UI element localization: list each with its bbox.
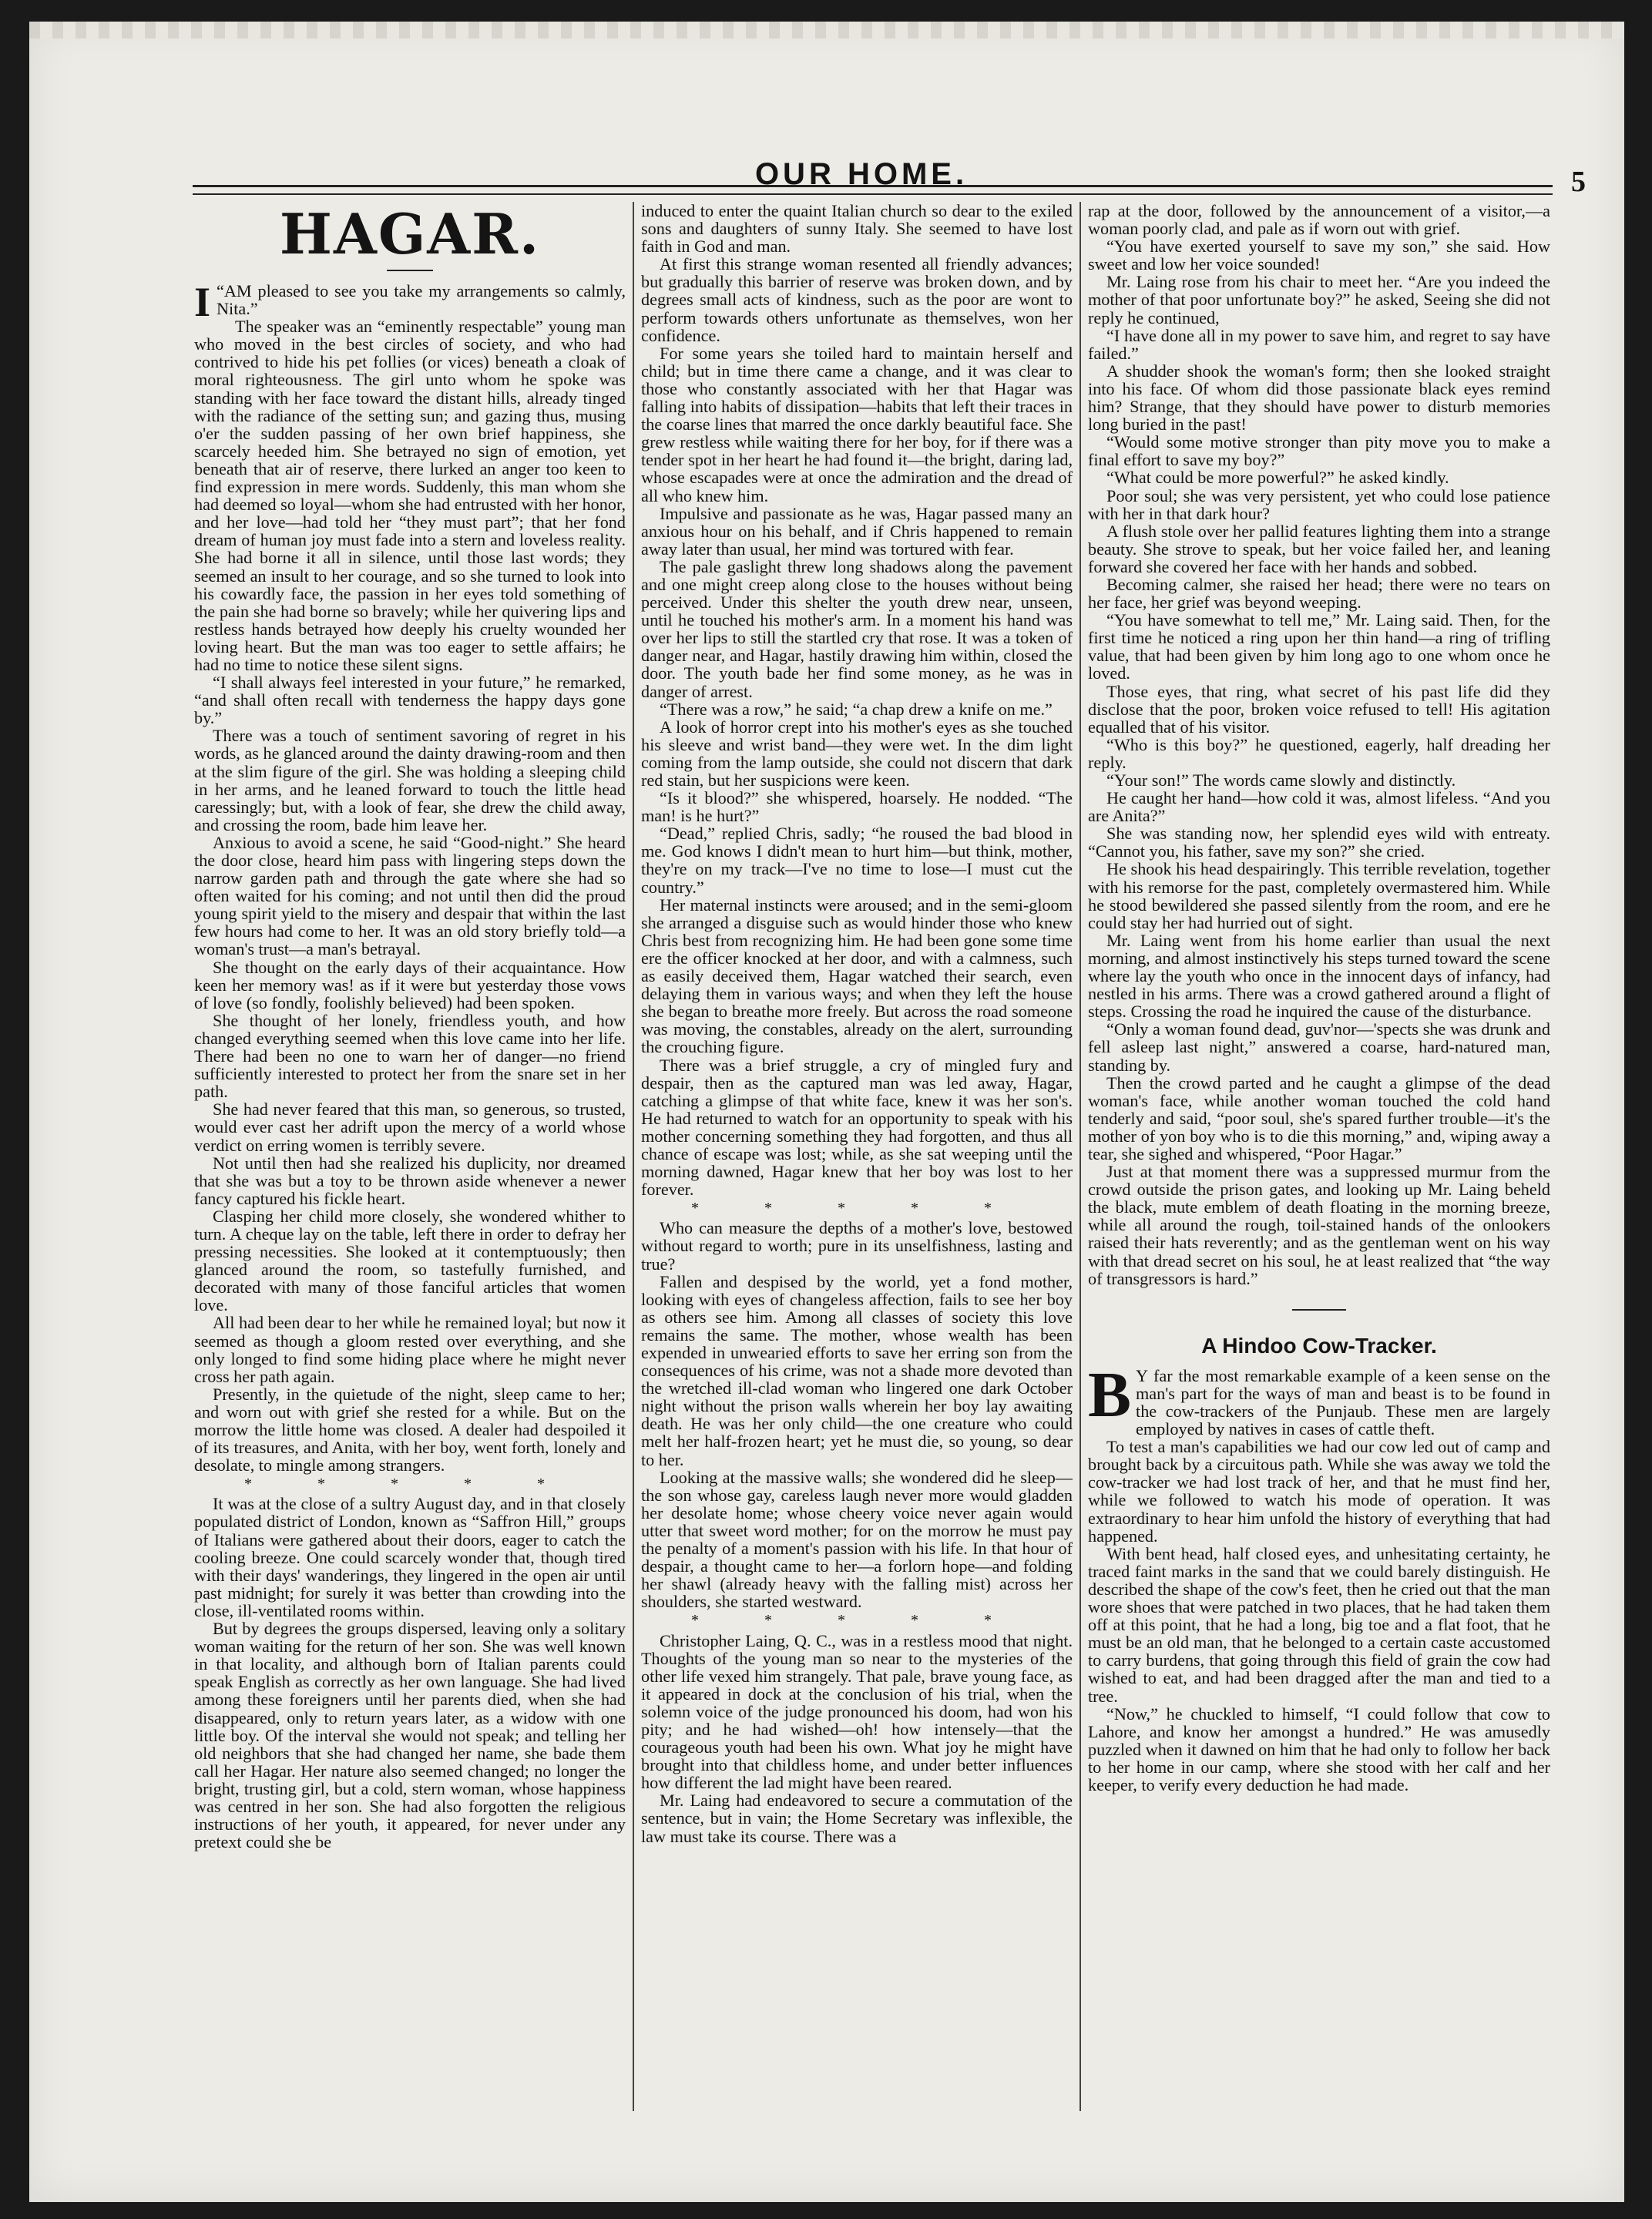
story-title-cow-tracker: A Hindoo Cow-Tracker. [1201,1333,1437,1358]
story-paragraph: “What could be more powerful?” he asked kindly. [1106,468,1449,488]
story-paragraph: Clasping her child more closely, she wondered whither to turn. A cheque lay on the table, left there in order to defray her pressing necessities. She looked at it contemptuously; then glanced around the room, so tastefully furnished, and decorated with many of those fanciful articles that women love. [194,1206,626,1315]
story-paragraph: Just at that moment there was a suppressed murmur from the crowd outside the prison gates, and looking up Mr. Laing beheld the black, mute emblem of death floating in the morning breeze, while all around the rough, toil-stained hands of the onlookers raised their hats reverently; and as the gentleman went on his way with that dread secret on his soul, he at least realized that “the way of transgressors is hard.” [1088,1162,1550,1288]
story-paragraph: She had never feared that this man, so generous, so trusted, would ever cast her adrift upon the mercy of a world whose verdict on erring women is terribly severe. [194,1099,626,1155]
section-break: * * * * * [244,1475,576,1493]
section-break: * * * * * [691,1612,1022,1630]
masthead [222,153,1586,206]
page-number: 5 [1571,166,1586,198]
column-rule-2 [1080,202,1081,2111]
torn-top-edge [29,22,1624,39]
story-paragraph: At first this strange woman resented all friendly advances; but gradually this barrier of reserve was broken down, and by degrees small acts of kindness, such as the poor are wont to perform towards others unfortunate as themselves, won her confidence. [641,254,1073,345]
story-paragraph: rap at the door, followed by the announcement of a visitor,—a woman poorly clad, and pale as if worn out with grief. [1088,202,1550,239]
section-break: * * * * * [691,1200,1022,1217]
story-paragraph: “There was a row,” he said; “a chap drew a knife on me.” [660,699,1053,719]
title-rule [387,270,433,271]
story-paragraph: “Is it blood?” she whispered, hoarsely. He nodded. “The man! is he hurt?” [641,788,1073,826]
story-paragraph: The speaker was an “eminently respectable” young man who moved in the best circles of society, and who had contrived to hide his pet follies (or vices) beneath a cloak of moral righteousness. The girl unto whom he spoke was standing with her face toward the distant hills, already tinged with the radiance of the setting sun; and gazing thus, musing o'er the sudden passing of her own brief happiness, she scarcely heeded him. She betrayed no sign of emotion, yet beneath that air of reserve, there lurked an anger too keen to find expression in mere words. Suddenly, this man whom she had deemed so loyal—whom she had entrusted with her honor, and her love—had told her “they must part”; that her fond dream of human joy must fade into a stern and loveless reality. She had borne it all in silence, until those last words; they seemed an insult to her courage, and so she turned to look into his cowardly face, the passion in her eyes told something of the pain she had borne so bravely; while her quivering lips and restless hands betrayed how deeply his cruelty wounded her loving heart. But the man was too eager to settle affairs; he had no time to notice these silent signs. [194,317,626,674]
story-paragraph: Christopher Laing, Q. C., was in a restless mood that night. Thoughts of the young man so near to the mysteries of the other life vexed him strangely. That pale, brave young face, as it appeared in dock at the conclusion of his trial, when the solemn voice of the judge pronounced his doom, had won his pity; and he had wished—oh! how intensely—that the courageous youth had been his own. What joy he might have brought into that childless home, and under better influences how different the lad might have been reared. [641,1630,1073,1793]
drop-cap-i: I [194,279,211,325]
story-paragraph: Looking at the massive walls; she wondered did he sleep—the son whose gay, careless laugh never more would gladden her desolate home; whose cheery voice never again would utter that sweet word mother; for on the morrow he must pay the penalty of a moment's passion with his life. In that hour of despair, a thought came to her—a forlorn hope—and folding her shawl (already heavy with the falling mist) across her shoulders, she started westward. [641,1467,1073,1612]
story-paragraph: There was a touch of sentiment savoring of regret in his words, as he glanced around the dainty drawing-room and then at the slim figure of the girl. She was holding a sleeping child in her arms, and he leaned forward to touch the little head caressingly; but, with a look of fear, she drew the child away, and crossing the room, bade him leave her. [194,726,626,834]
story-divider [1292,1309,1346,1311]
story-paragraph: She thought of her lonely, friendless youth, and how changed everything seemed when this love came into her life. There had been no one to warn her of danger—no friend sufficiently interested to protect her from the snare set in her path. [194,1010,626,1102]
story-paragraph: “Who is this boy?” he questioned, eagerly, half dreading her reply. [1088,734,1550,772]
story-paragraph: Mr. Laing went from his home earlier than usual the next morning, and almost instinctively his steps turned toward the scene where lay the youth who once in the innocent days of infancy, had nestled in his arms. There was a crowd gathered around a flight of steps. Crossing the road he inquired the cause of the disturbance. [1088,930,1550,1022]
story-paragraph: B Y far the most remarkable example of a keen sense on the man's part for the ways of man and beast is to be found in the cow-trackers of the Punjaub. These men are largely employed by natives in cases of cattle theft. [1088,1358,1550,1439]
story-paragraph: A flush stole over her pallid features lighting them into a strange beauty. She strove to speak, but her voice failed her, and leaning forward she covered her face with her hands and sobbed. [1088,521,1550,576]
story-paragraph: “Your son!” The words came slowly and distinctly. [1106,770,1456,790]
story-paragraph: She was standing now, her splendid eyes wild with entreaty. “Cannot you, his father, save my son?” she cried. [1088,824,1550,861]
story-paragraph: Mr. Laing rose from his chair to meet her. “Are you indeed the mother of that poor unfortunate boy?” he asked, Seeing she did not reply he continued, [1088,272,1550,327]
story-paragraph: To test a man's capabilities we had our cow led out of camp and brought back by a circuitous path. While she was away we told the cow-tracker we had lost track of her, and that he must find her, while we followed to watch his mode of operation. It was extraordinary to hear him unfold the history of everything that had happened. [1088,1437,1550,1546]
story-paragraph: Not until then had she realized his duplicity, nor dreamed that she was but a toy to be thrown aside whenever a newer fancy captured his fickle heart. [194,1153,626,1208]
story-paragraph: “You have exerted yourself to save my son,” she said. How sweet and low her voice sounded! [1088,237,1550,274]
story-paragraph: With bent head, half closed eyes, and unhesitating certainty, he traced faint marks in the sand that we could barely distinguish. He described the shape of the cow's feet, then he cried out that the man wore shoes that were patched in two places, that he had taken them off at this point, that he had a long, big toe and a flat foot, that he must be an old man, that he belonged to a certain caste accustomed to carry burdens, that going through this field of grain the cow had wished to eat, and had been dragged after the man and tied to a tree. [1088,1543,1550,1706]
story-paragraph: He caught her hand—how cold it was, almost lifeless. “And you are Anita?” [1088,788,1550,826]
story-paragraph: “I have done all in my power to save him, and regret to say have failed.” [1088,325,1550,363]
column-rule-1 [633,202,634,2111]
story-paragraph: “Would some motive stronger than pity move you to make a final effort to save my boy?” [1088,432,1550,470]
column-3 [1088,202,1550,2115]
story-paragraph: Becoming calmer, she raised her head; there were no tears on her face, her grief was beyond weeping. [1088,574,1550,613]
story-paragraph: But by degrees the groups dispersed, leaving only a solitary woman waiting for the return of her son. She was well known in that locality, and although born of Italian parents could speak English as correctly as her own language. She had lived among these foreigners until her parents died, when she had disappeared, only to return years later, as a widow with one little boy. Of the interval she would not speak; and telling her old neighbors that she had changed her name, she bade them call her Hagar. Her nature also seemed changed; no longer the bright, trusting girl, but a cold, stern woman, whose happiness was centred in her son. She had also forgotten the religious instructions of her youth, it appeared, for never under any pretext could she be [194,1619,626,1852]
story-paragraph: Poor soul; she was very persistent, yet who could lose patience with her in that dark hour? [1088,485,1550,523]
story-paragraph: He shook his head despairingly. This terrible revelation, together with his remorse for the past, completely overmastered him. While he stood bewildered she passed silently from the room, and ere he could stay her had hurried out of sight. [1088,859,1550,932]
story-paragraph: Mr. Laing had endeavored to secure a commutation of the sentence, but in vain; the Home Secretary was inflexible, the law must take its course. There was a [641,1791,1073,1846]
story-paragraph: For some years she toiled hard to maintain herself and child; but in time there came a change, and it was clear to those who constantly associated with her that Hagar was falling into habits of dissipation—habits that left their traces in the coarse lines that marred the once darkly beautiful face. She grew restless while waiting there for her boy, for if there was a tender spot in her heart he had found it—the bright, daring lad, whose escapades were at once the admiration and the dread of all who knew him. [641,343,1073,505]
story-paragraph: induced to enter the quaint Italian church so dear to the exiled sons and daughters of sunny Italy. She seemed to have lost faith in God and man. [641,202,1073,257]
story-paragraph: There was a brief struggle, a cry of mingled fury and despair, then as the captured man was led away, Hagar, catching a glimpse of that white face, knew it was her son's. He had returned to watch for an opportunity to speak with his mother concerning something they had forgotten, and thus all chance of escape was lost; while, as she sat weeping until the morning dawned, Hagar knew that her boy was lost to her forever. [641,1055,1073,1200]
story-paragraph: Her maternal instincts were aroused; and in the semi-gloom she arranged a disguise such as would hinder those who knew Chris best from recognizing him. He had been gone some time ere the officer knocked at her door, and with a calmness, such as easily deceived them, Hagar watched their search, even delaying them in various ways; and when they left the house she began to breathe more freely. But across the road someone was moving, the constables, already on the alert, surrounding the crouching figure. [641,895,1073,1057]
masthead-rule [193,185,1553,195]
story-paragraph: “Now,” he chuckled to himself, “I could follow that cow to Lahore, and know her amongst a hundred.” He was amusedly puzzled when it dawned on him that he had only to follow her back to her home in our camp, where she stood with her calf and her keeper, to verify every deduction he had made. [1088,1704,1550,1794]
story-paragraph: She thought on the early days of their acquaintance. How keen her memory was! as if it were but yesterday those vows of love (so fondly, foolishly believed) had been spoken. [194,957,626,1012]
story-paragraph: It was at the close of a sultry August day, and in that closely populated district of London, known as “Saffron Hill,” groups of Italians were gathered about their doors, eager to catch the cooling breeze. One could scarcely wonder that, though tired with their days' wanderings, they lingered in the open air until past midnight; for surely it was better than crowding into the close, ill-ventilated rooms within. [194,1494,626,1620]
story-paragraph: “Only a woman found dead, guv'nor—'spects she was drunk and fell asleep last night,” answered a coarse, hard-natured man, standing by. [1088,1019,1550,1075]
story-paragraph: Impulsive and passionate as he was, Hagar passed many an anxious hour on his behalf, and if Chris happened to remain away later than usual, her mind was tortured with fear. [641,503,1073,559]
drop-cap-b: B [1088,1358,1132,1431]
story-title-hagar: HAGAR. [279,202,541,267]
masthead-title: OUR HOME. [754,157,969,191]
column-1 [194,202,626,2115]
story-paragraph: All had been dear to her while he remained loyal; but now it seemed as though a gloom rested over everything, and she only longed to find some hiding place where he might never cross her path again. [194,1313,626,1386]
story-paragraph: “I shall always feel interested in your future,” he remarked, “and shall often recall with tenderness the happy days gone by.” [194,673,626,728]
story-paragraph: The pale gaslight threw long shadows along the pavement and one might creep along close to the houses without being perceived. Under this shelter the youth drew near, unseen, until he touched his mother's arm. In a moment his hand was over her lips to still the startled cry that rose. It was a token of danger near, and Hagar, hastily drawing him within, closed the door. The youth bade her find some money, as he was in danger of arrest. [641,556,1073,701]
story-paragraph: “Dead,” replied Chris, sadly; “he roused the bad blood in me. God knows I didn't mean to hurt him—but think, mother, they're on my track—I've no time to lose—I must cut the country.” [641,824,1073,897]
story-paragraph: A shudder shook the woman's form; then she looked straight into his face. Of whom did those passionate black eyes remind him? Strange, that they should have power to disturb memories long buried in the past! [1088,361,1550,435]
opening-quote: “ [217,281,224,300]
story-paragraph: Then the crowd parted and he caught a glimpse of the dead woman's face, while another woman touched the cold hand tenderly and said, “poor soul, she's spared further trouble—it's the mother of yon boy who is to die this morning,” and, wiping away a tear, she sighed and whispered, “Poor Hagar.” [1088,1073,1550,1163]
story-paragraph: Presently, in the quietude of the night, sleep came to her; and worn out with grief she rested for a while. But on the morrow the little home was closed. A dealer had despoiled it of its treasures, and Anita, with her boy, went forth, lonely and desolate, to mingle among strangers. [194,1384,626,1475]
story-paragraph: A look of horror crept into his mother's eyes as she touched his sleeve and wrist band—they were wet. In the dim light coming from the lamp outside, she could not discern that dark red stain, but her suspicions were keen. [641,717,1073,790]
story-paragraph: “You have somewhat to tell me,” Mr. Laing said. Then, for the first time he noticed a ring upon her thin hand—a ring of trifling value, that had been given by him long ago to one whom once he loved. [1088,610,1550,683]
story-paragraph: “ I AM pleased to see you take my arrangements so calmly, Nita.” [194,279,626,325]
story-paragraph: Those eyes, that ring, what secret of his past life did they disclose that the poor, broken voice refused to tell! His agitation equalled that of his visitor. [1088,681,1550,737]
story-paragraph: Fallen and despised by the world, yet a fond mother, looking with eyes of changeless affection, fails to see her boy as others see him. Among all classes of society this love remains the same. The mother, whose wealth has been expended in unwearied efforts to save her erring son from the consequences of his crime, was not a shade more devoted than the wretched ill-clad woman who lingered one dark October night without the prison walls wherein her boy lay awaiting death. He was her only child—the one creature who could melt her half-frozen heart; yet he must die, so young, so dear to her. [641,1271,1073,1469]
story-paragraph: Who can measure the depths of a mother's love, bestowed without regard to worth; pure in its unselfishness, lasting and true? [641,1218,1073,1274]
column-2 [641,202,1073,2115]
story-paragraph: Anxious to avoid a scene, he said “Good-night.” She heard the door close, heard him pass with lingering steps down the narrow garden path and through the gate where she had so often waited for his coming; and not until then did the proud young spirit yield to the misery and despair that within the last few hours had come to her. It was an old story briefly told—a woman's trust—a man's betrayal. [194,832,626,959]
